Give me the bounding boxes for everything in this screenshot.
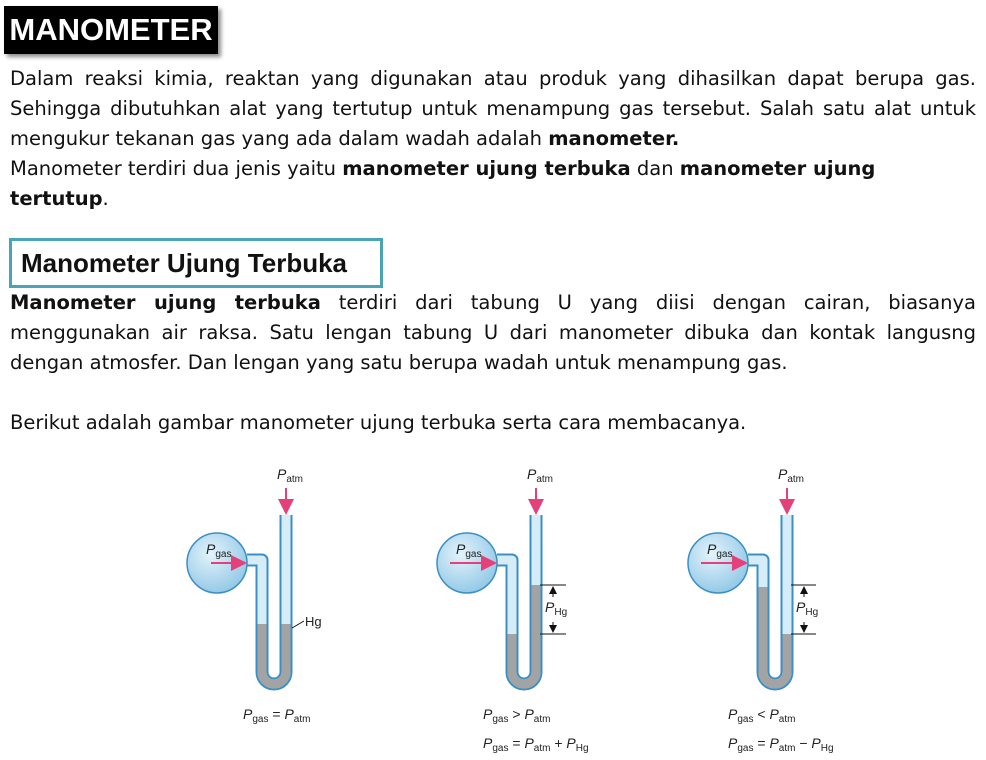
types-text-2: dan	[630, 157, 680, 180]
atm-label-1: $P_{atm}$	[277, 466, 304, 485]
manometer-equal	[187, 466, 322, 725]
section-desc-text: terdiri dari tabung U yang diisi dengan cairan, biasanya menggunakan air raksa. Satu lengan tabung U dari manometer dibuka dan kontak langusng dengan atmosfer. Dan lengan yang satu berupa wadah untuk menampung gas.	[10, 291, 976, 374]
types-bold-closed: manometer ujung tertutup	[10, 157, 876, 210]
intro-text: Dalam reaksi kimia, reaktan yang digunakan atau produk yang dihasilkan dapat berupa gas. Sehingga dibutuhkan alat yang tertutup untuk menampung gas tersebut. Salah satu alat untuk mengukur tekanan gas yang ada dalam wadah adalah	[10, 67, 976, 150]
page-title: MANOMETER	[4, 6, 218, 54]
hg-height-label-2: $P_{Hg}$	[545, 599, 568, 618]
intro-bold-manometer: manometer.	[548, 127, 680, 150]
manometer-less	[688, 466, 834, 754]
types-bold-open: manometer ujung terbuka	[342, 157, 631, 180]
equation-equal: $P_{gas} = P_{atm}$	[243, 706, 311, 725]
types-text-1: Manometer terdiri dua jenis yaitu	[10, 157, 343, 180]
atm-label-2: $P_{atm}$	[527, 466, 554, 485]
equation-difference: $P_{gas} = P_{atm} - P_{Hg}$	[728, 735, 834, 754]
types-text-3: .	[102, 187, 109, 210]
gas-label-2: $P_{gas}$	[456, 541, 482, 560]
hg-height-label-3: $P_{Hg}$	[796, 599, 819, 618]
figure-intro: Berikut adalah gambar manometer ujung terbuka serta cara membacanya.	[10, 411, 747, 434]
equation-less: $P_{gas} < P_{atm}$	[728, 706, 796, 725]
hg-label: Hg	[305, 614, 322, 629]
section-desc-bold: Manometer ujung terbuka	[10, 291, 321, 314]
equation-sum: $P_{gas} = P_{atm} + P_{Hg}$	[483, 735, 589, 754]
manometer-greater	[437, 466, 589, 754]
equation-greater: $P_{gas} > P_{atm}$	[483, 706, 551, 725]
gas-label-1: $P_{gas}$	[206, 541, 232, 560]
section-heading: Manometer Ujung Terbuka	[9, 238, 383, 288]
gas-label-3: $P_{gas}$	[707, 541, 733, 560]
atm-label-3: $P_{atm}$	[778, 466, 805, 485]
